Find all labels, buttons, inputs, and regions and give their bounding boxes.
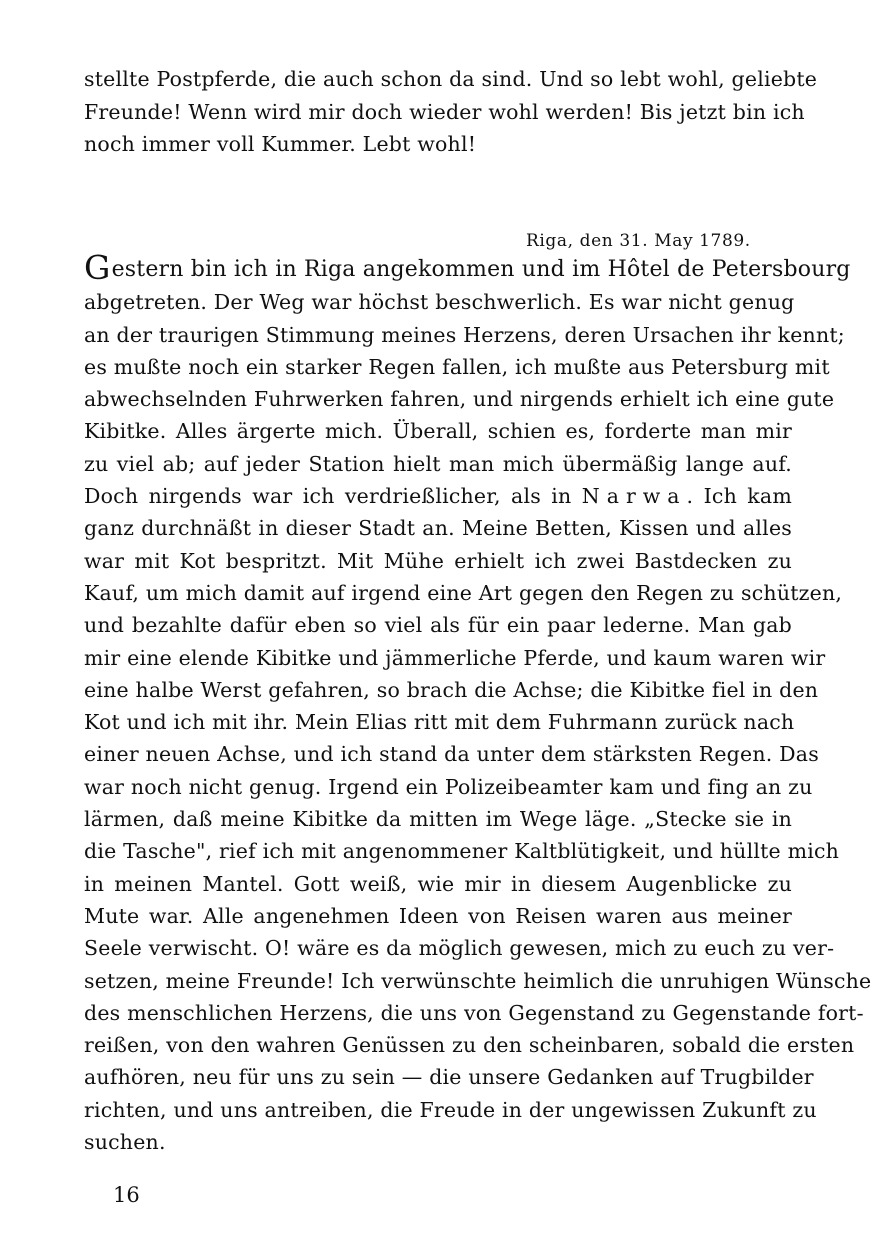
intro-paragraph	[84, 63, 818, 161]
narwa-after: . Ich kam	[686, 484, 792, 509]
text-line: noch immer voll Kummer. Lebt wohl!	[84, 132, 477, 156]
text-line: war noch nicht genug. Irgend ein Polizeibeamter kam und fing an zu	[84, 774, 813, 799]
text-line: abwechselnden Fuhrwerken fahren, und nirgends erhielt ich eine gute	[84, 387, 835, 412]
first-line-text: estern bin ich in Riga angekommen und im Hôtel de Petersbourg	[111, 257, 851, 282]
text-line: aufhören, neu für uns zu sein — die unsere Gedanken auf Trugbilder	[84, 1065, 814, 1090]
text-line: abgetreten. Der Weg war höchst beschwerlich. Es war nicht genug	[84, 290, 795, 315]
text-line: des menschlichen Herzens, die uns von Gegenstand zu Gegenstande fort-	[84, 1000, 864, 1025]
page-number: 16	[113, 1183, 140, 1207]
text-line: Kibitke. Alles ärgerte mich. Überall, schien es, forderte man mir	[84, 419, 792, 444]
text-line: eine halbe Werst gefahren, so brach die Achse; die Kibitke fiel in den	[84, 677, 819, 702]
text-line: einer neuen Achse, und ich stand da unter dem stärksten Regen. Das	[84, 742, 819, 767]
text-line: Mute war. Alle angenehmen Ideen von Reisen waren aus meiner	[84, 903, 792, 928]
text-line: Seele verwischt. O! wäre es da möglich gewesen, mich zu euch zu ver-	[84, 936, 835, 961]
letter-body	[84, 248, 872, 1158]
text-line: es mußte noch ein starker Regen fallen, ich mußte aus Petersburg mit	[84, 354, 830, 379]
narwa-line	[84, 480, 792, 512]
drop-initial: G	[84, 248, 111, 287]
narwa-word: Narwa	[581, 484, 687, 509]
text-line: Kauf, um mich damit auf irgend eine Art gegen den Regen zu schützen,	[84, 580, 843, 605]
text-line: und bezahlte dafür eben so viel als für ein paar lederne. Man gab	[84, 613, 792, 638]
text-line: war mit Kot bespritzt. Mit Mühe erhielt ich zwei Bastdecken zu	[84, 548, 792, 573]
text-line: richten, und uns antreiben, die Freude in der ungewissen Zukunft zu	[84, 1097, 817, 1122]
text-line: Kot und ich mit ihr. Mein Elias ritt mit dem Fuhrmann zurück nach	[84, 710, 795, 735]
text-line: setzen, meine Freunde! Ich verwünschte heimlich die unruhigen Wünsche	[84, 968, 872, 993]
text-line: in meinen Mantel. Gott weiß, wie mir in diesem Augenblicke zu	[84, 871, 792, 896]
text-line: reißen, von den wahren Genüssen zu den scheinbaren, sobald die ersten	[84, 1033, 855, 1058]
text-line: zu viel ab; auf jeder Station hielt man mich übermäßig lange auf.	[84, 451, 792, 476]
text-line: an der traurigen Stimmung meines Herzens, deren Ursachen ihr kennt;	[84, 322, 845, 347]
text-line: mir eine elende Kibitke und jämmerliche Pferde, und kaum waren wir	[84, 645, 826, 670]
letter-dateline: Riga, den 31. May 1789.	[526, 231, 751, 251]
text-line: ganz durchnäßt in dieser Stadt an. Meine Betten, Kissen und alles	[84, 516, 792, 541]
first-line	[84, 248, 851, 287]
narwa-before: Doch nirgends war ich verdrießlicher, als in	[84, 484, 582, 509]
text-line: lärmen, daß meine Kibitke da mitten im Wege läge. „Stecke sie in	[84, 807, 792, 832]
text-line: suchen.	[84, 1130, 166, 1155]
text-line: stellte Postpferde, die auch schon da sind. Und so lebt wohl, geliebte	[84, 67, 818, 91]
text-line: Freunde! Wenn wird mir doch wieder wohl werden! Bis jetzt bin ich	[84, 99, 805, 124]
text-line: die Tasche", rief ich mit angenommener Kaltblütigkeit, und hüllte mich	[84, 839, 840, 864]
